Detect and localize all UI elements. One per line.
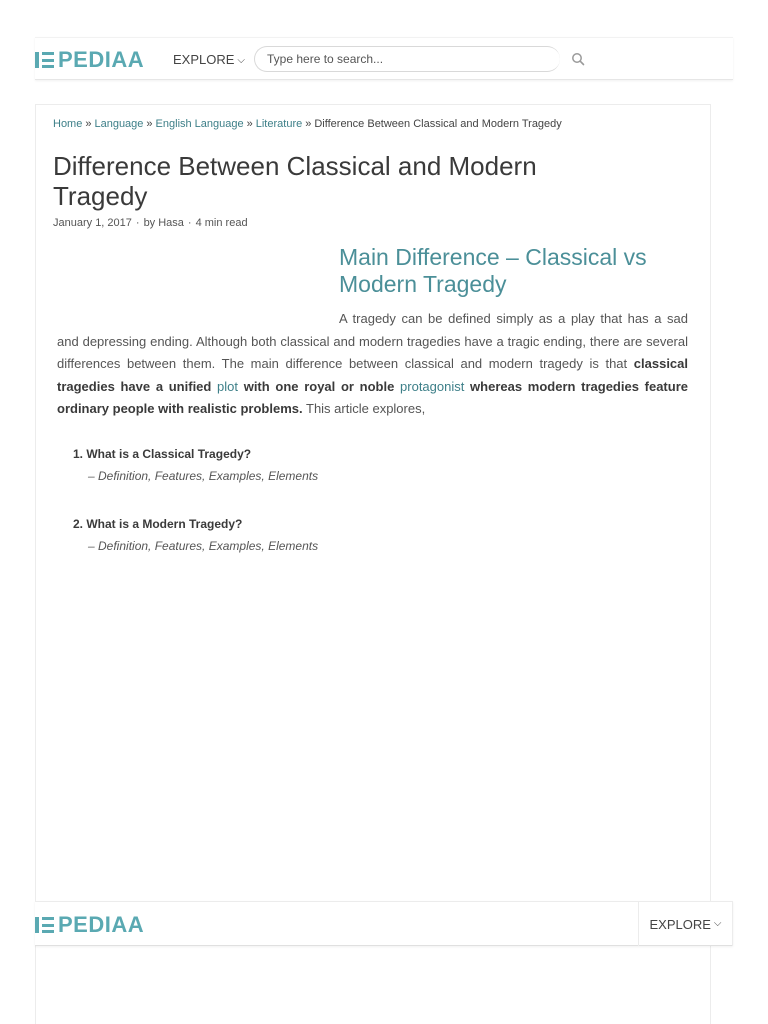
sticky-logo-text: PEDIAA (58, 912, 145, 937)
toc-question: 2. What is a Modern Tragedy? (73, 517, 243, 531)
search-icon[interactable] (571, 52, 585, 66)
chevron-down-icon: ⌵ (237, 55, 246, 66)
toc-description: – Definition, Features, Examples, Elements (88, 539, 319, 553)
sticky-explore-label: EXPLORE (649, 916, 711, 932)
article-author[interactable]: by Hasa (143, 217, 184, 229)
breadcrumb-separator: » (246, 118, 253, 130)
article-read-time: 4 min read (195, 217, 248, 229)
page-title: Difference Between Classical and Modern Tragedy (53, 151, 537, 211)
sticky-header (35, 901, 733, 946)
search-box (254, 46, 560, 72)
article-text: A tragedy can be defined simply as a play that has a sad and depressing ending. Although both classical and modern tragedies have a tragic ending, there are several differences between them. The main difference between classical and modern tragedy is that (57, 311, 688, 371)
table-of-contents (73, 443, 473, 583)
article-bold-text: classical tragedies have a unified (57, 356, 688, 394)
site-logo-text: PEDIAA (58, 47, 145, 72)
explore-menu-button[interactable] (173, 52, 245, 67)
breadcrumb-separator: » (146, 118, 153, 130)
breadcrumb-separator: » (305, 118, 312, 130)
article-bold-text: with one royal or noble (238, 378, 401, 394)
pediaa-logo-icon (35, 917, 54, 933)
section-heading: Main Difference – Classical vs Modern Tragedy (339, 244, 647, 297)
toc-description: – Definition, Features, Examples, Elements (88, 469, 319, 483)
article-body (57, 308, 688, 421)
article-text: This article explores, (302, 401, 426, 416)
site-logo[interactable] (35, 47, 144, 73)
breadcrumb-home[interactable]: Home (53, 118, 83, 130)
breadcrumb (53, 118, 562, 130)
breadcrumb-separator: » (85, 118, 92, 130)
chevron-down-icon: ⌵ (713, 917, 722, 929)
article-meta: January 1, 2017 · by Hasa · 4 min read (53, 217, 248, 229)
toc-question: 1. What is a Classical Tragedy? (73, 447, 252, 461)
site-header (35, 37, 733, 80)
breadcrumb-current: Difference Between Classical and Modern Tragedy (314, 118, 562, 130)
breadcrumb-literature[interactable]: Literature (255, 118, 303, 130)
pediaa-logo-icon (35, 52, 54, 68)
plot-link[interactable]: plot (217, 378, 239, 394)
explore-label: EXPLORE (173, 52, 235, 67)
article-container (35, 104, 711, 1024)
protagonist-link[interactable]: protagonist (400, 378, 465, 394)
article-date: January 1, 2017 (53, 217, 132, 229)
search-input[interactable] (255, 47, 560, 71)
sticky-logo[interactable] (35, 912, 144, 938)
breadcrumb-language[interactable]: Language (94, 118, 144, 130)
toc-item (73, 513, 473, 557)
sticky-explore-button[interactable] (638, 902, 733, 946)
breadcrumb-english-language[interactable]: English Language (155, 118, 244, 130)
article-bold-text: whereas modern tragedies feature ordinary people with realistic problems. (57, 378, 688, 416)
toc-item (73, 443, 473, 487)
